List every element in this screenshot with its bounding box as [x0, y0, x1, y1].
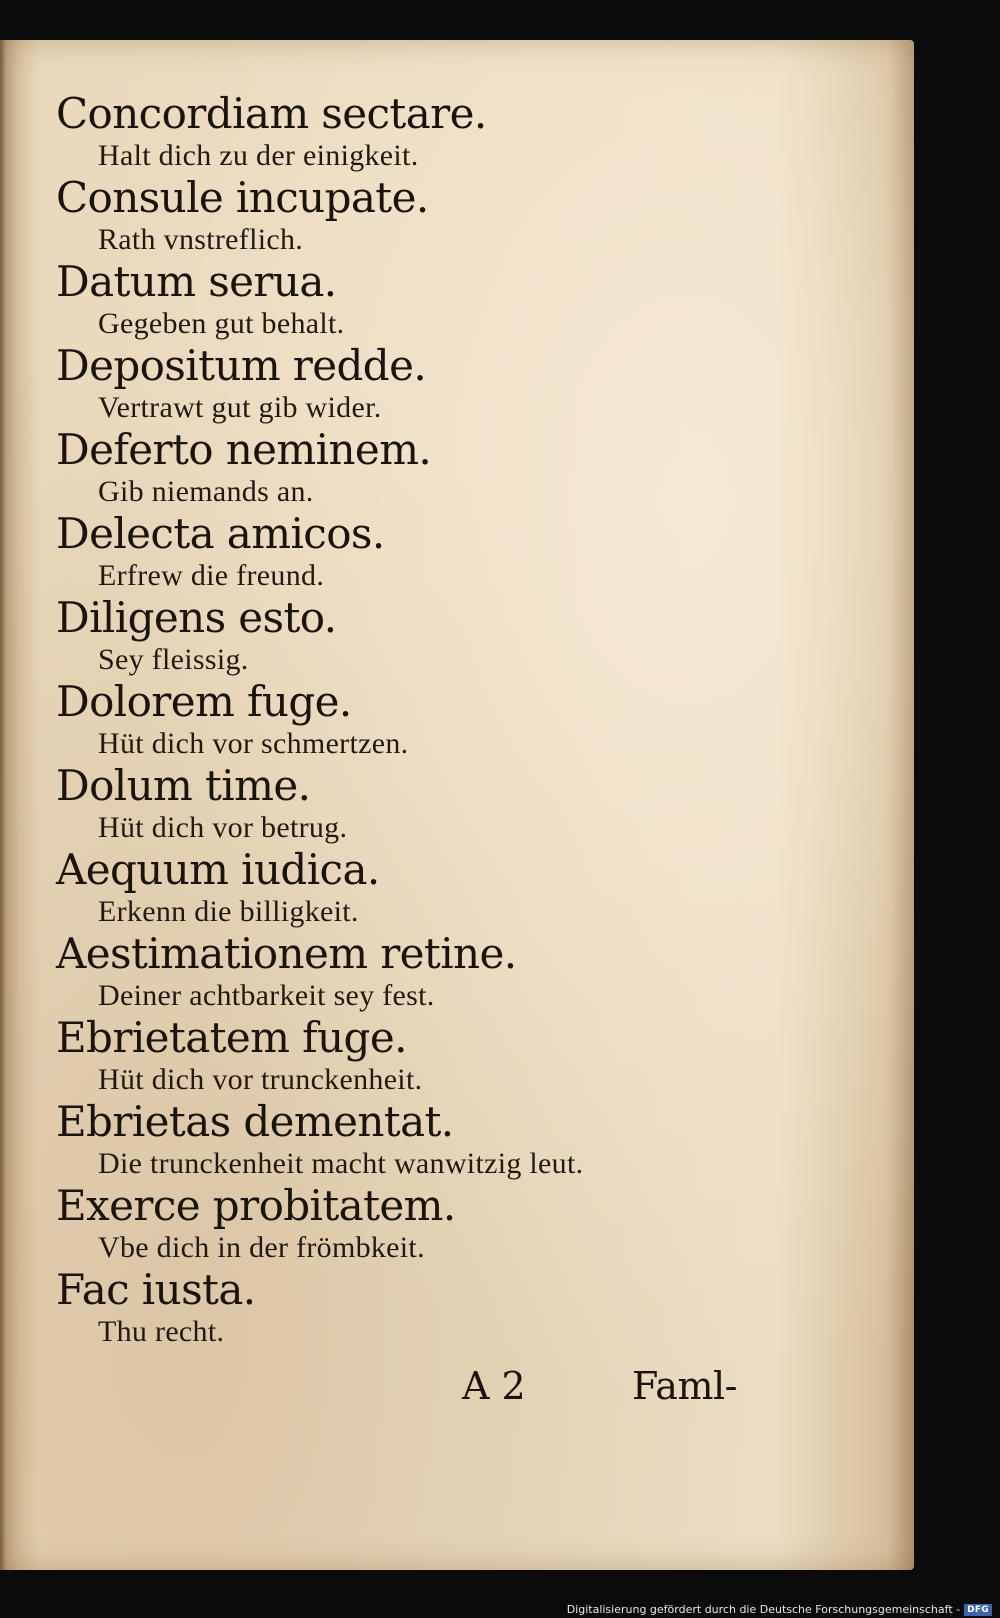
latin-maxim: Diligens esto. — [56, 593, 337, 642]
credit-text: Digitalisierung gefördert durch die Deutsche Forschungsgemeinschaft - — [566, 1603, 961, 1616]
german-translation: Die trunckenheit macht wanwitzig leut. — [98, 1147, 584, 1180]
latin-maxim: Aestimationem retine. — [56, 929, 517, 978]
german-translation: Vertrawt gut gib wider. — [98, 391, 382, 424]
proverb-entry — [56, 509, 876, 596]
latin-maxim: Dolum time. — [56, 761, 311, 810]
proverb-entry — [56, 425, 876, 512]
german-translation: Deiner achtbarkeit sey fest. — [98, 979, 435, 1012]
proverb-entry — [56, 341, 876, 428]
latin-maxim: Ebrietas dementat. — [56, 1097, 454, 1146]
proverb-entry — [56, 1097, 876, 1184]
german-translation: Erfrew die freund. — [98, 559, 325, 592]
german-translation: Erkenn die billigkeit. — [98, 895, 359, 928]
german-translation: Thu recht. — [98, 1315, 225, 1348]
proverb-entry — [56, 1265, 876, 1352]
proverb-list — [56, 89, 876, 1352]
proverb-entry — [56, 1013, 876, 1100]
german-translation: Hüt dich vor betrug. — [98, 811, 348, 844]
proverb-entry — [56, 173, 876, 260]
latin-maxim: Aequum iudica. — [56, 845, 380, 894]
latin-maxim: Dolorem fuge. — [56, 677, 352, 726]
dfg-logo: DFG — [964, 1604, 992, 1616]
proverb-entry — [56, 761, 876, 848]
latin-maxim: Datum serua. — [56, 257, 337, 306]
proverb-entry — [56, 929, 876, 1016]
german-translation: Hüt dich vor trunckenheit. — [98, 1063, 423, 1096]
latin-maxim: Consule incupate. — [56, 173, 429, 222]
catchword: Faml- — [632, 1364, 737, 1408]
proverb-entry — [56, 593, 876, 680]
german-translation: Rath vnstreflich. — [98, 223, 304, 256]
german-translation: Sey fleissig. — [98, 643, 249, 676]
proverb-entry — [56, 257, 876, 344]
proverb-entry — [56, 1181, 876, 1268]
german-translation: Halt dich zu der einigkeit. — [98, 139, 419, 172]
latin-maxim: Ebrietatem fuge. — [56, 1013, 407, 1062]
german-translation: Gib niemands an. — [98, 475, 314, 508]
latin-maxim: Depositum redde. — [56, 341, 427, 390]
proverb-entry — [56, 677, 876, 764]
latin-maxim: Deferto neminem. — [56, 425, 432, 474]
proverb-entry — [56, 845, 876, 932]
digitization-credit — [567, 1603, 992, 1616]
latin-maxim: Exerce probitatem. — [56, 1181, 456, 1230]
page-gutter-shadow — [0, 40, 6, 1570]
signature-mark: A 2 — [462, 1364, 526, 1408]
latin-maxim: Concordiam sectare. — [56, 89, 487, 138]
latin-maxim: Fac iusta. — [56, 1265, 256, 1314]
german-translation: Gegeben gut behalt. — [98, 307, 345, 340]
german-translation: Vbe dich in der frömbkeit. — [98, 1231, 425, 1264]
latin-maxim: Delecta amicos. — [56, 509, 385, 558]
german-translation: Hüt dich vor schmertzen. — [98, 727, 409, 760]
proverb-entry — [56, 89, 876, 176]
